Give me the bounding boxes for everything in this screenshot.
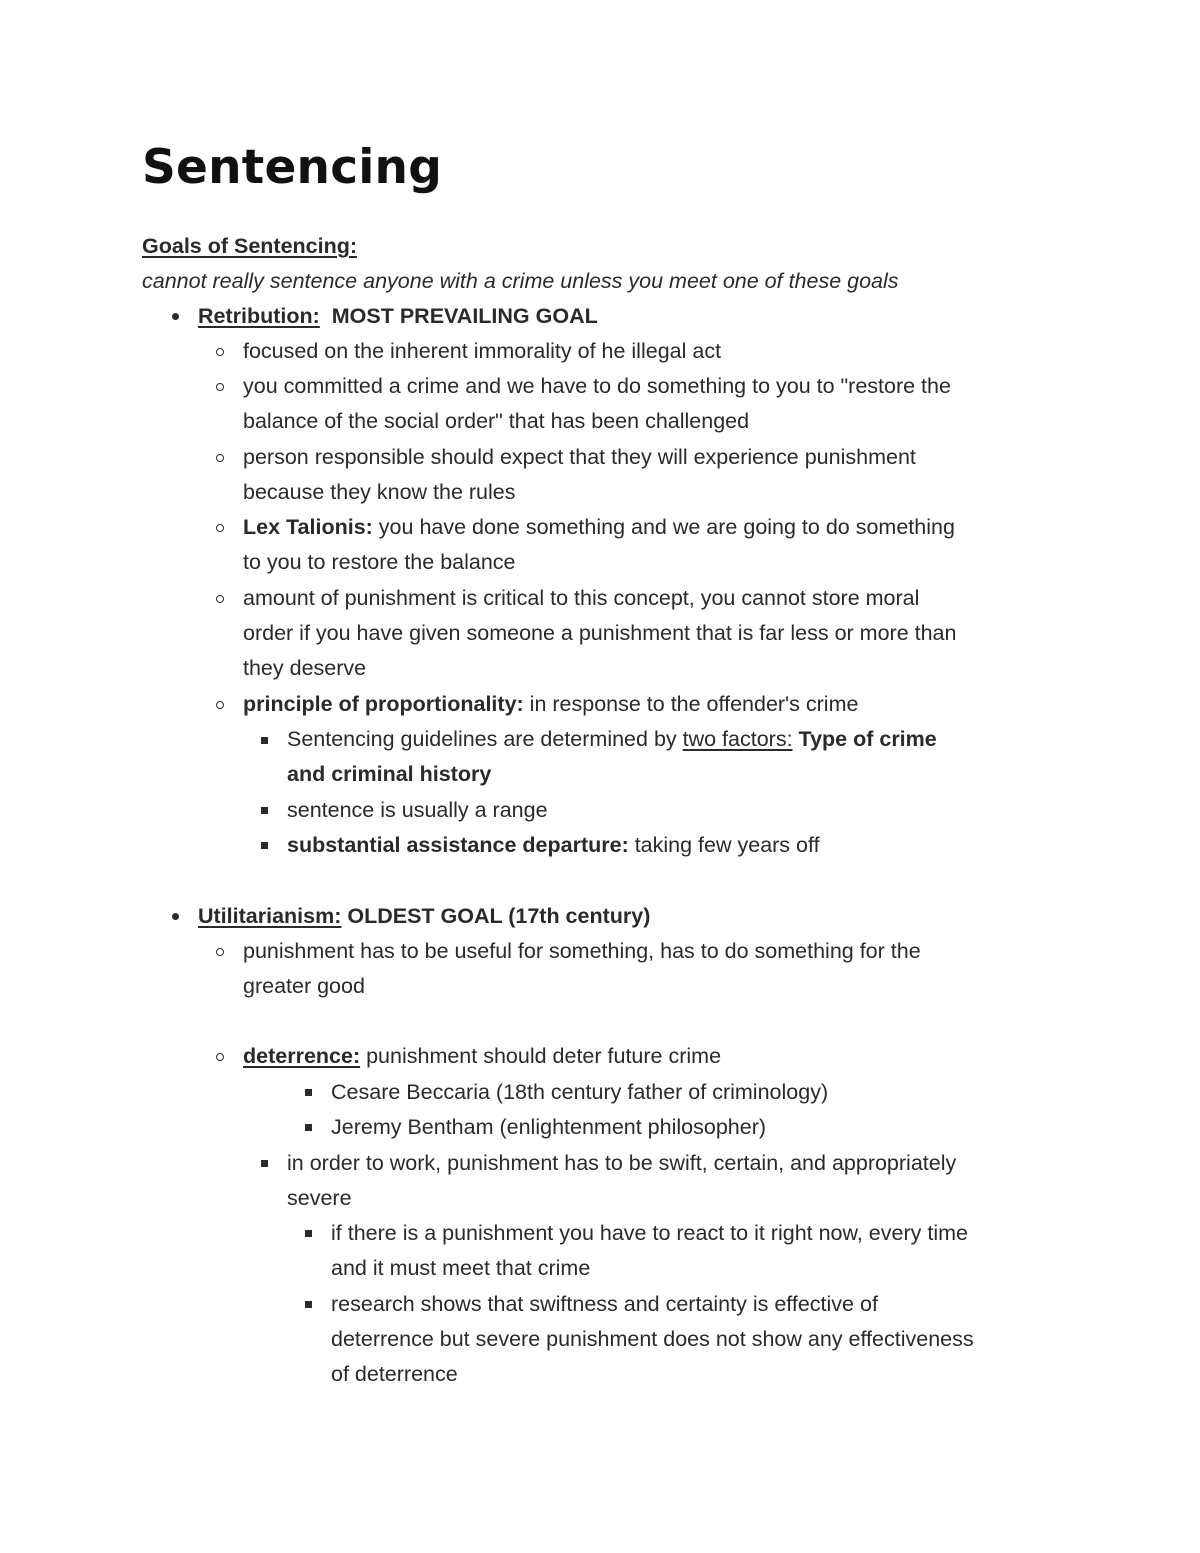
disc-bullet-icon <box>172 313 179 320</box>
deterrence-label: deterrence: <box>243 1044 361 1068</box>
useful-line-1: punishment has to be useful for something, has to do something for the <box>243 939 921 963</box>
utilitarianism-suffix: OLDEST GOAL (17th century) <box>341 904 651 928</box>
square-bullet-icon <box>305 1089 312 1096</box>
retribution-item-3-line-1: person responsible should expect that they will experience punishment <box>243 445 916 469</box>
bentham-item: Jeremy Bentham (enlightenment philosopher) <box>331 1115 767 1139</box>
circle-bullet-icon <box>216 454 224 462</box>
circle-bullet-icon <box>216 1053 224 1061</box>
research-line-1: research shows that swiftness and certainty is effective of <box>331 1292 878 1316</box>
square-bullet-icon <box>261 1160 268 1167</box>
proportionality-item <box>243 687 858 722</box>
circle-bullet-icon <box>216 524 224 532</box>
utilitarianism-label: Utilitarianism: <box>198 904 342 928</box>
retribution-item-5-line-1: amount of punishment is critical to this concept, you cannot store moral <box>243 586 920 610</box>
deterrence-item <box>243 1039 721 1074</box>
lex-talionis-line-1 <box>243 510 955 545</box>
deterrence-text: punishment should deter future crime <box>360 1044 722 1068</box>
retribution-item-3-line-2: because they know the rules <box>243 480 516 504</box>
square-bullet-icon <box>261 737 268 744</box>
beccaria-item: Cesare Beccaria (18th century father of criminology) <box>331 1080 829 1104</box>
retribution-item-2-line-2: balance of the social order" that has been challenged <box>243 409 750 433</box>
square-bullet-icon <box>261 842 268 849</box>
goals-heading: Goals of Sentencing: <box>142 234 358 258</box>
useful-line-2: greater good <box>243 974 365 998</box>
retribution-label: Retribution: <box>198 304 320 328</box>
square-bullet-icon <box>305 1301 312 1308</box>
circle-bullet-icon <box>216 948 224 956</box>
utilitarianism-heading <box>198 899 650 934</box>
disc-bullet-icon <box>172 913 179 920</box>
work-line-2: severe <box>287 1186 352 1210</box>
square-bullet-icon <box>305 1230 312 1237</box>
circle-bullet-icon <box>216 348 224 356</box>
substantial-assistance-text: taking few years off <box>628 833 820 857</box>
retribution-item-5-line-3: they deserve <box>243 656 367 680</box>
lex-talionis-text: you have done something and we are going to do something <box>372 515 955 539</box>
guidelines-bold-1: Type of crime <box>792 727 937 751</box>
guidelines-pre: Sentencing guidelines are determined by <box>287 727 683 751</box>
substantial-assistance-label: substantial assistance departure: <box>287 833 629 857</box>
work-line-1: in order to work, punishment has to be swift, certain, and appropriately <box>287 1151 957 1175</box>
retribution-heading <box>198 299 598 334</box>
guidelines-line-1 <box>287 722 937 757</box>
square-bullet-icon <box>305 1124 312 1131</box>
guidelines-line-2: and criminal history <box>287 762 492 786</box>
retribution-item-1: focused on the inherent immorality of he illegal act <box>243 339 722 363</box>
lex-talionis-label: Lex Talionis: <box>243 515 373 539</box>
square-bullet-icon <box>261 807 268 814</box>
page-title: Sentencing <box>142 140 443 195</box>
proportionality-text: in response to the offender's crime <box>523 692 859 716</box>
research-line-2: deterrence but severe punishment does not show any effectiveness <box>331 1327 974 1351</box>
circle-bullet-icon <box>216 383 224 391</box>
substantial-assistance-item <box>287 828 820 863</box>
research-line-3: of deterrence <box>331 1362 458 1386</box>
retribution-item-2-line-1: you committed a crime and we have to do something to you to "restore the <box>243 374 951 398</box>
retribution-suffix: MOST PREVAILING GOAL <box>331 304 598 328</box>
react-line-2: and it must meet that crime <box>331 1256 591 1280</box>
intro-text: cannot really sentence anyone with a crime unless you meet one of these goals <box>142 269 899 293</box>
retribution-item-5-line-2: order if you have given someone a punishment that is far less or more than <box>243 621 957 645</box>
circle-bullet-icon <box>216 701 224 709</box>
proportionality-label: principle of proportionality: <box>243 692 524 716</box>
lex-talionis-line-2: to you to restore the balance <box>243 550 516 574</box>
range-item: sentence is usually a range <box>287 798 548 822</box>
circle-bullet-icon <box>216 595 224 603</box>
react-line-1: if there is a punishment you have to react to it right now, every time <box>331 1221 968 1245</box>
guidelines-factors: two factors: <box>682 727 793 751</box>
